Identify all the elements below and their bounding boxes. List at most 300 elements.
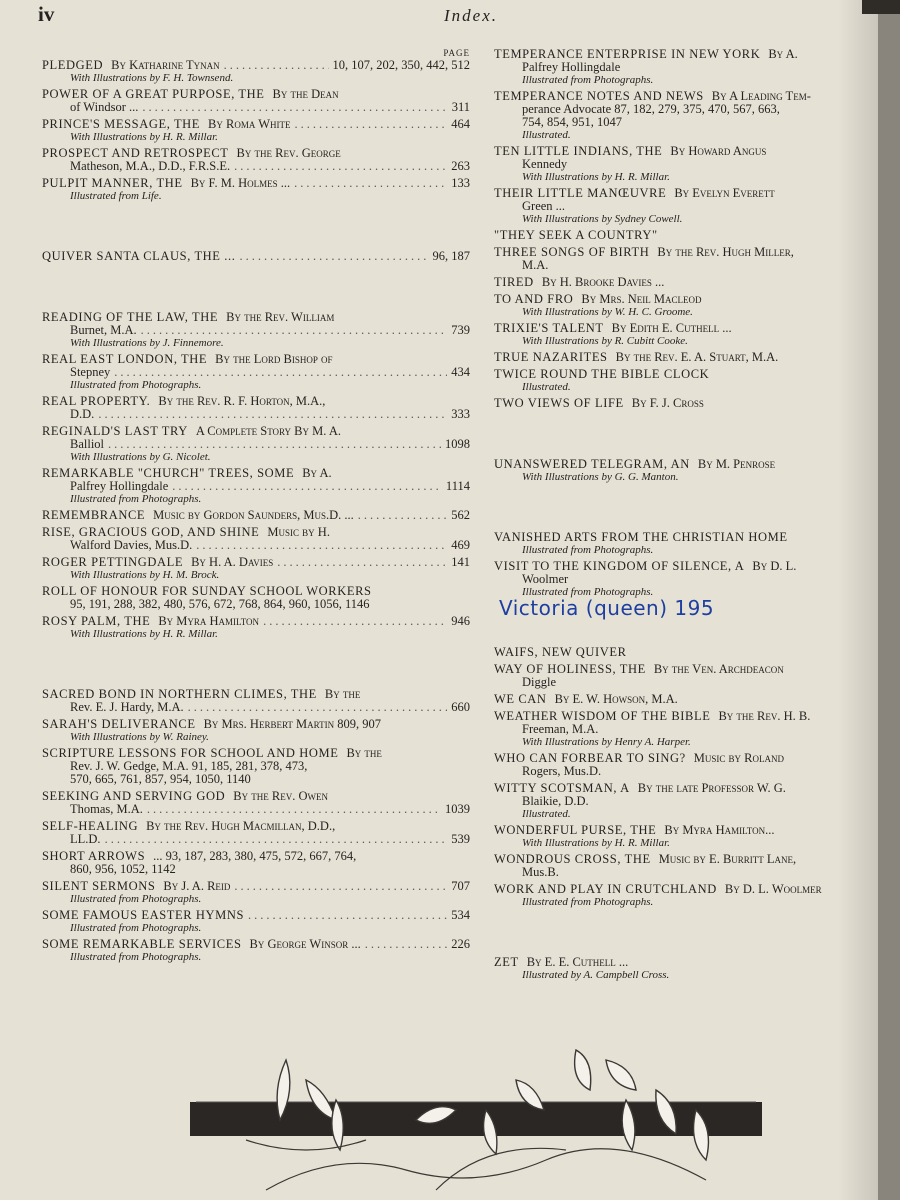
entry-byline: By M. Penrose — [697, 457, 776, 471]
entry-byline: By the Lord Bishop of — [215, 352, 333, 366]
entry-page-number: 562 — [451, 508, 470, 522]
dot-leader — [224, 59, 329, 72]
entry-illustration-credit: With Illustrations by Henry A. Harper. — [522, 736, 691, 748]
dot-leader — [172, 480, 442, 493]
entry-illustration-credit: Illustrated from Photographs. — [522, 544, 654, 556]
entry-line — [42, 773, 470, 786]
entry-line — [494, 795, 878, 808]
index-entry — [42, 509, 470, 522]
index-entry — [42, 353, 470, 391]
dot-leader — [263, 615, 447, 628]
entry-line — [494, 322, 878, 335]
entry-title: WEATHER WISDOM OF THE BIBLE — [494, 709, 711, 723]
index-entry — [42, 938, 470, 963]
index-entry — [42, 425, 470, 463]
entry-title: READING OF THE LAW, THE — [42, 310, 219, 324]
entry-line — [42, 509, 470, 522]
index-entry — [494, 187, 878, 225]
entry-byline: M.A. — [522, 258, 549, 272]
entry-line — [42, 425, 470, 438]
entry-byline: Palfrey Hollingdale — [70, 479, 169, 493]
entry-byline: By H. A. Davies — [191, 555, 274, 569]
entry-line — [494, 200, 878, 213]
entry-page-number: 333 — [451, 407, 470, 421]
entry-byline: By the Rev. William — [226, 310, 335, 324]
entry-byline: perance Advocate 87, 182, 279, 375, 470, 567, 663, — [522, 102, 780, 116]
index-entry — [42, 311, 470, 349]
entry-line — [494, 883, 878, 896]
entry-byline: Burnet, M.A. — [70, 323, 137, 337]
index-entry — [494, 229, 878, 242]
entry-page-number: 311 — [451, 100, 470, 114]
entry-illustration-credit: Illustrated. — [522, 808, 571, 820]
entry-line — [42, 803, 470, 816]
entry-illustration-credit: With Illustrations by Sydney Cowell. — [522, 213, 683, 225]
entry-line — [494, 397, 878, 410]
entry-title: TEN LITTLE INDIANS, THE — [494, 144, 663, 158]
entry-illustration-credit: Illustrated from Photographs. — [522, 586, 654, 598]
entry-byline: Music by Roland — [693, 751, 784, 765]
entry-line — [42, 615, 470, 628]
entry-title: ROLL OF HONOUR FOR SUNDAY SCHOOL WORKERS — [42, 584, 372, 598]
entry-title: SEEKING AND SERVING GOD — [42, 789, 226, 803]
index-entry — [494, 90, 878, 141]
entry-line — [494, 158, 878, 171]
entry-illustration-credit: Illustrated by A. Campbell Cross. — [522, 969, 670, 981]
entry-byline: Palfrey Hollingdale — [522, 60, 621, 74]
entry-illustration-credit: Illustrated from Photographs. — [522, 74, 654, 86]
entry-line — [494, 276, 878, 289]
entry-line — [42, 408, 470, 421]
entry-byline: Blaikie, D.D. — [522, 794, 589, 808]
entry-page-number: 263 — [451, 159, 470, 173]
entry-byline: A Complete Story By M. A. — [195, 424, 341, 438]
dot-leader — [295, 118, 448, 131]
entry-page-number: 434 — [451, 365, 470, 379]
entry-line — [494, 293, 878, 306]
entry-byline: Green ... — [522, 199, 566, 213]
entry-title: WONDROUS CROSS, THE — [494, 852, 651, 866]
index-entry — [494, 663, 878, 689]
entry-illustration-credit: Illustrated from Life. — [70, 190, 162, 202]
index-entry — [494, 276, 878, 289]
entry-illustration-credit: With Illustrations by W. H. C. Groome. — [522, 306, 693, 318]
entry-illustration-credit: With Illustrations by H. R. Millar. — [70, 131, 218, 143]
entry-byline: By the Ven. Archdeacon — [653, 662, 784, 676]
entry-byline: By A. — [768, 48, 798, 61]
index-entry — [42, 250, 470, 263]
entry-illustration-credit: With Illustrations by H. R. Millar. — [522, 837, 670, 849]
entry-title: SARAH'S DELIVERANCE — [42, 717, 196, 731]
index-entry — [494, 646, 878, 659]
index-entry — [42, 718, 470, 743]
entry-title: REGINALD'S LAST TRY — [42, 424, 188, 438]
entry-byline: Rev. E. J. Hardy, M.A. — [70, 700, 184, 714]
index-entry — [494, 710, 878, 748]
entry-byline: By Katharine Tynan — [111, 58, 220, 72]
entry-page-number: 464 — [451, 117, 470, 131]
entry-byline: By Myra Hamilton... — [664, 823, 775, 837]
dot-leader — [108, 438, 441, 451]
entry-line — [494, 693, 878, 706]
entry-title: REMEMBRANCE — [42, 508, 146, 522]
entry-line — [42, 118, 470, 131]
entry-line — [42, 480, 470, 493]
index-entry — [494, 693, 878, 706]
entry-page-number: 539 — [451, 832, 470, 846]
entry-line — [42, 909, 470, 922]
floral-vignette — [186, 1040, 766, 1200]
entry-byline: By Myra Hamilton — [158, 614, 260, 628]
index-entry — [42, 147, 470, 173]
entry-line — [494, 368, 878, 381]
entry-byline: Music by E. Burritt Lane, — [658, 852, 797, 866]
entry-page-number: 739 — [451, 323, 470, 337]
dot-leader — [248, 909, 447, 922]
entry-title: PROSPECT AND RETROSPECT — [42, 146, 229, 160]
index-entry — [42, 59, 470, 84]
entry-line — [42, 598, 470, 611]
dot-leader — [188, 701, 448, 714]
entry-byline: Stepney — [70, 365, 111, 379]
entry-title: REMARKABLE "CHURCH" TREES, SOME — [42, 466, 295, 480]
index-entry — [494, 48, 878, 86]
entry-title: REAL EAST LONDON, THE — [42, 352, 208, 366]
dot-leader — [141, 324, 448, 337]
entry-byline: By the late Professor W. G. — [637, 781, 786, 795]
entry-byline: By A Leading Tem- — [711, 89, 811, 103]
entry-byline: ... 93, 187, 283, 380, 475, 572, 667, 764, — [153, 849, 357, 863]
index-entry — [42, 88, 470, 114]
entry-title: TEMPERANCE ENTERPRISE IN NEW YORK — [494, 48, 761, 61]
entry-byline: Rev. J. W. Gedge, M.A. 91, 185, 281, 378, 473, — [70, 759, 308, 773]
entry-page-number: 1039 — [445, 802, 470, 816]
entry-byline: Rogers, Mus.D. — [522, 764, 602, 778]
index-entry — [42, 688, 470, 714]
index-entry — [42, 556, 470, 581]
dot-leader — [147, 803, 441, 816]
entry-title: SOME REMARKABLE SERVICES — [42, 937, 242, 951]
entry-title: SCRIPTURE LESSONS FOR SCHOOL AND HOME — [42, 746, 339, 760]
entry-title: VISIT TO THE KINGDOM OF SILENCE, A — [494, 559, 745, 573]
entry-byline: D.D. — [70, 407, 95, 421]
dot-leader — [98, 408, 447, 421]
page-column-label: PAGE — [443, 48, 470, 58]
index-entry — [42, 850, 470, 876]
handwritten-note: Victoria (queen) 195 — [499, 596, 715, 620]
dot-leader — [277, 556, 447, 569]
entry-byline: By the Rev. Owen — [233, 789, 328, 803]
entry-byline: By Howard Angus — [670, 144, 767, 158]
section-gap — [42, 267, 470, 311]
index-entry — [494, 458, 878, 483]
entry-title: WITTY SCOTSMAN, A — [494, 781, 630, 795]
entry-illustration-credit: Illustrated. — [522, 129, 571, 141]
entry-byline: By D. L. Woolmer — [724, 882, 822, 896]
section-gap — [494, 414, 878, 458]
entry-title: TIRED — [494, 275, 534, 289]
index-entry — [42, 467, 470, 505]
entry-byline: By Mrs. Herbert Martin 809, 907 — [203, 717, 381, 731]
entry-byline: Walford Davies, Mus.D. — [70, 538, 193, 552]
entry-line — [42, 556, 470, 569]
entry-byline: By Mrs. Neil Macleod — [581, 292, 702, 306]
entry-page-number: 946 — [451, 614, 470, 628]
entry-line — [42, 101, 470, 114]
entry-illustration-credit: With Illustrations by J. Finnemore. — [70, 337, 224, 349]
entry-line — [494, 824, 878, 837]
index-entry — [494, 293, 878, 318]
entry-line — [494, 723, 878, 736]
entry-page-number: 707 — [451, 879, 470, 893]
index-entry — [494, 883, 878, 908]
entry-illustration-credit: With Illustrations by F. H. Townsend. — [70, 72, 234, 84]
entry-title: REAL PROPERTY. — [42, 394, 151, 408]
index-entry — [42, 909, 470, 934]
entry-byline: Music by Gordon Saunders, Mus.D. ... — [153, 508, 354, 522]
entry-byline: By D. L. — [752, 559, 797, 573]
index-entry — [494, 351, 878, 364]
index-entry — [494, 322, 878, 347]
section-gap — [494, 912, 878, 956]
entry-title: SOME FAMOUS EASTER HYMNS — [42, 908, 245, 922]
entry-title: TWICE ROUND THE BIBLE CLOCK — [494, 367, 710, 381]
entry-title: "THEY SEEK A COUNTRY" — [494, 228, 658, 242]
entry-title: UNANSWERED TELEGRAM, AN — [494, 457, 690, 471]
entry-byline: By F. J. Cross — [631, 396, 704, 410]
entry-line — [494, 676, 878, 689]
entry-illustration-credit: With Illustrations by H. M. Brock. — [70, 569, 220, 581]
entry-byline: By H. Brooke Davies ... — [541, 275, 665, 289]
entry-title: RISE, GRACIOUS GOD, AND SHINE — [42, 525, 260, 539]
entry-byline: By the Rev. Hugh Macmillan, D.D., — [146, 819, 336, 833]
entry-title: ROGER PETTINGDALE — [42, 555, 184, 569]
entry-byline: By the Dean — [272, 87, 339, 101]
entry-line — [42, 177, 470, 190]
entry-title: WE CAN — [494, 692, 547, 706]
entry-byline: 860, 956, 1052, 1142 — [70, 862, 176, 876]
entry-line — [42, 324, 470, 337]
entry-illustration-credit: Illustrated from Photographs. — [70, 922, 202, 934]
entry-page-number: 10, 107, 202, 350, 442, 512 — [332, 58, 470, 72]
entry-line — [494, 866, 878, 879]
entry-line — [42, 863, 470, 876]
entry-byline: By Edith E. Cuthell ... — [611, 321, 732, 335]
book-cover-corner — [862, 0, 900, 14]
dot-leader — [196, 539, 447, 552]
entry-line — [42, 59, 470, 72]
dot-leader — [365, 938, 448, 951]
running-head: Index. — [444, 6, 499, 25]
entry-byline: Mus.B. — [522, 865, 559, 879]
dot-leader — [142, 101, 447, 114]
index-entry — [494, 752, 878, 778]
entry-line — [42, 938, 470, 951]
section-gap — [494, 487, 878, 531]
entry-line — [494, 646, 878, 659]
entry-title: TRIXIE'S TALENT — [494, 321, 604, 335]
entry-byline: By the — [346, 746, 382, 760]
index-entry — [42, 177, 470, 202]
section-gap — [42, 206, 470, 250]
entry-byline: By A. — [302, 466, 332, 480]
entry-byline: Matheson, M.A., D.D., F.R.S.E. — [70, 159, 231, 173]
entry-byline: By the Rev. Hugh Miller, — [657, 245, 794, 259]
entry-illustration-credit: With Illustrations by W. Rainey. — [70, 731, 209, 743]
entry-byline: Diggle — [522, 675, 557, 689]
entry-byline: 754, 854, 951, 1047 — [522, 115, 622, 129]
entry-title: TWO VIEWS OF LIFE — [494, 396, 624, 410]
entry-line — [494, 246, 878, 259]
entry-line — [42, 395, 470, 408]
page-edge — [878, 0, 900, 1200]
dot-leader — [234, 880, 447, 893]
index-entry — [494, 397, 878, 410]
entry-line — [42, 820, 470, 833]
index-entry — [42, 526, 470, 552]
entry-page-number: 534 — [451, 908, 470, 922]
entry-byline: 570, 665, 761, 857, 954, 1050, 1140 — [70, 772, 251, 786]
index-entry — [494, 246, 878, 272]
index-entry — [494, 368, 878, 393]
entry-byline: By the — [324, 687, 361, 701]
index-entry — [42, 820, 470, 846]
entry-illustration-credit: Illustrated from Photographs. — [70, 893, 202, 905]
entry-page-number: 469 — [451, 538, 470, 552]
entry-byline: By the Rev. E. A. Stuart, M.A. — [615, 350, 779, 364]
entry-byline: By J. A. Reid — [163, 879, 231, 893]
entry-byline: Freeman, M.A. — [522, 722, 599, 736]
entry-title: TEMPERANCE NOTES AND NEWS — [494, 89, 704, 103]
index-entry — [494, 853, 878, 879]
entry-page-number: 226 — [451, 937, 470, 951]
entry-byline: Music by H. — [267, 525, 330, 539]
entry-illustration-credit: With Illustrations by H. R. Millar. — [70, 628, 218, 640]
dot-leader — [105, 833, 448, 846]
dot-leader — [114, 366, 447, 379]
entry-line — [494, 61, 878, 74]
index-entry — [494, 956, 878, 981]
index-entry — [42, 880, 470, 905]
entry-title: VANISHED ARTS FROM THE CHRISTIAN HOME — [494, 530, 788, 544]
entry-line — [42, 366, 470, 379]
entry-line — [494, 458, 878, 471]
entry-line — [494, 573, 878, 586]
entry-line — [42, 250, 470, 263]
entry-byline: LL.D. — [70, 832, 101, 846]
entry-page-number: 1114 — [445, 479, 470, 493]
entry-title: QUIVER SANTA CLAUS, THE ... — [42, 249, 236, 263]
entry-byline: By Roma White — [208, 117, 291, 131]
entry-title: TRUE NAZARITES — [494, 350, 608, 364]
dot-leader — [239, 250, 428, 263]
entry-byline: Thomas, M.A. — [70, 802, 143, 816]
entry-byline: of Windsor ... — [70, 100, 139, 114]
index-entry — [494, 145, 878, 183]
entry-title: SELF-HEALING — [42, 819, 139, 833]
entry-illustration-credit: Illustrated from Photographs. — [522, 896, 654, 908]
entry-illustration-credit: Illustrated from Photographs. — [70, 379, 202, 391]
index-entry — [42, 747, 470, 786]
index-entry — [42, 585, 470, 611]
entry-title: PULPIT MANNER, THE — [42, 176, 183, 190]
entry-title: ROSY PALM, THE — [42, 614, 151, 628]
entry-byline: By the Rev. H. B. — [718, 709, 811, 723]
entry-title: THREE SONGS OF BIRTH — [494, 245, 650, 259]
index-entry — [42, 615, 470, 640]
entry-line — [494, 765, 878, 778]
entry-page-number: 96, 187 — [432, 249, 470, 263]
entry-title: WHO CAN FORBEAR TO SING? — [494, 751, 686, 765]
index-entry — [494, 560, 878, 598]
entry-title: WAIFS, NEW QUIVER — [494, 645, 627, 659]
entry-line — [494, 229, 878, 242]
entry-title: ZET — [494, 955, 519, 969]
entry-line — [494, 956, 878, 969]
entry-line — [494, 116, 878, 129]
index-entry — [42, 790, 470, 816]
entry-line — [42, 438, 470, 451]
entry-byline: 95, 191, 288, 382, 480, 576, 672, 768, 864, 960, 1056, 1146 — [70, 597, 370, 611]
section-gap — [42, 644, 470, 688]
entry-title: PLEDGED — [42, 58, 104, 72]
entry-page-number: 660 — [451, 700, 470, 714]
entry-line — [42, 833, 470, 846]
entry-line — [42, 880, 470, 893]
entry-title: PRINCE'S MESSAGE, THE — [42, 117, 201, 131]
dot-leader — [234, 160, 447, 173]
entry-line — [42, 539, 470, 552]
index-entry — [494, 531, 878, 556]
entry-byline: By the Rev. R. F. Horton, M.A., — [158, 394, 326, 408]
entry-title: SACRED BOND IN NORTHERN CLIMES, THE — [42, 687, 317, 701]
entry-title: TO AND FRO — [494, 292, 574, 306]
entry-title: POWER OF A GREAT PURPOSE, THE — [42, 87, 265, 101]
index-entry — [42, 118, 470, 143]
entry-illustration-credit: Illustrated from Photographs. — [70, 493, 202, 505]
entry-page-number: 133 — [451, 176, 470, 190]
entry-byline: By E. E. Cuthell ... — [526, 955, 629, 969]
entry-byline: Balliol — [70, 437, 105, 451]
entry-line — [42, 701, 470, 714]
index-entry — [494, 824, 878, 849]
index-entry — [494, 782, 878, 820]
index-column-right — [494, 48, 878, 985]
index-column-left — [42, 48, 470, 967]
page-number: iv — [38, 2, 55, 26]
entry-illustration-credit: With Illustrations by H. R. Millar. — [522, 171, 670, 183]
entry-illustration-credit: With Illustrations by G. Nicolet. — [70, 451, 211, 463]
entry-title: THEIR LITTLE MANŒUVRE — [494, 186, 667, 200]
entry-title: WAY OF HOLINESS, THE — [494, 662, 646, 676]
entry-byline: By F. M. Holmes ... — [190, 176, 291, 190]
entry-byline: By Evelyn Everett — [674, 186, 775, 200]
entry-page-number: 1098 — [445, 437, 470, 451]
entry-byline: By the Rev. George — [236, 146, 341, 160]
entry-title: WORK AND PLAY IN CRUTCHLAND — [494, 882, 717, 896]
entry-title: WONDERFUL PURSE, THE — [494, 823, 657, 837]
entry-byline: By E. W. Howson, M.A. — [554, 692, 678, 706]
entry-illustration-credit: Illustrated from Photographs. — [70, 951, 202, 963]
entry-byline: Kennedy — [522, 157, 568, 171]
entry-line — [494, 259, 878, 272]
entry-line — [42, 160, 470, 173]
entry-byline: By George Winsor ... — [249, 937, 361, 951]
entry-illustration-credit: With Illustrations by G. G. Manton. — [522, 471, 679, 483]
entry-illustration-credit: With Illustrations by R. Cubitt Cooke. — [522, 335, 688, 347]
dot-leader — [358, 509, 447, 522]
entry-title: SILENT SERMONS — [42, 879, 156, 893]
